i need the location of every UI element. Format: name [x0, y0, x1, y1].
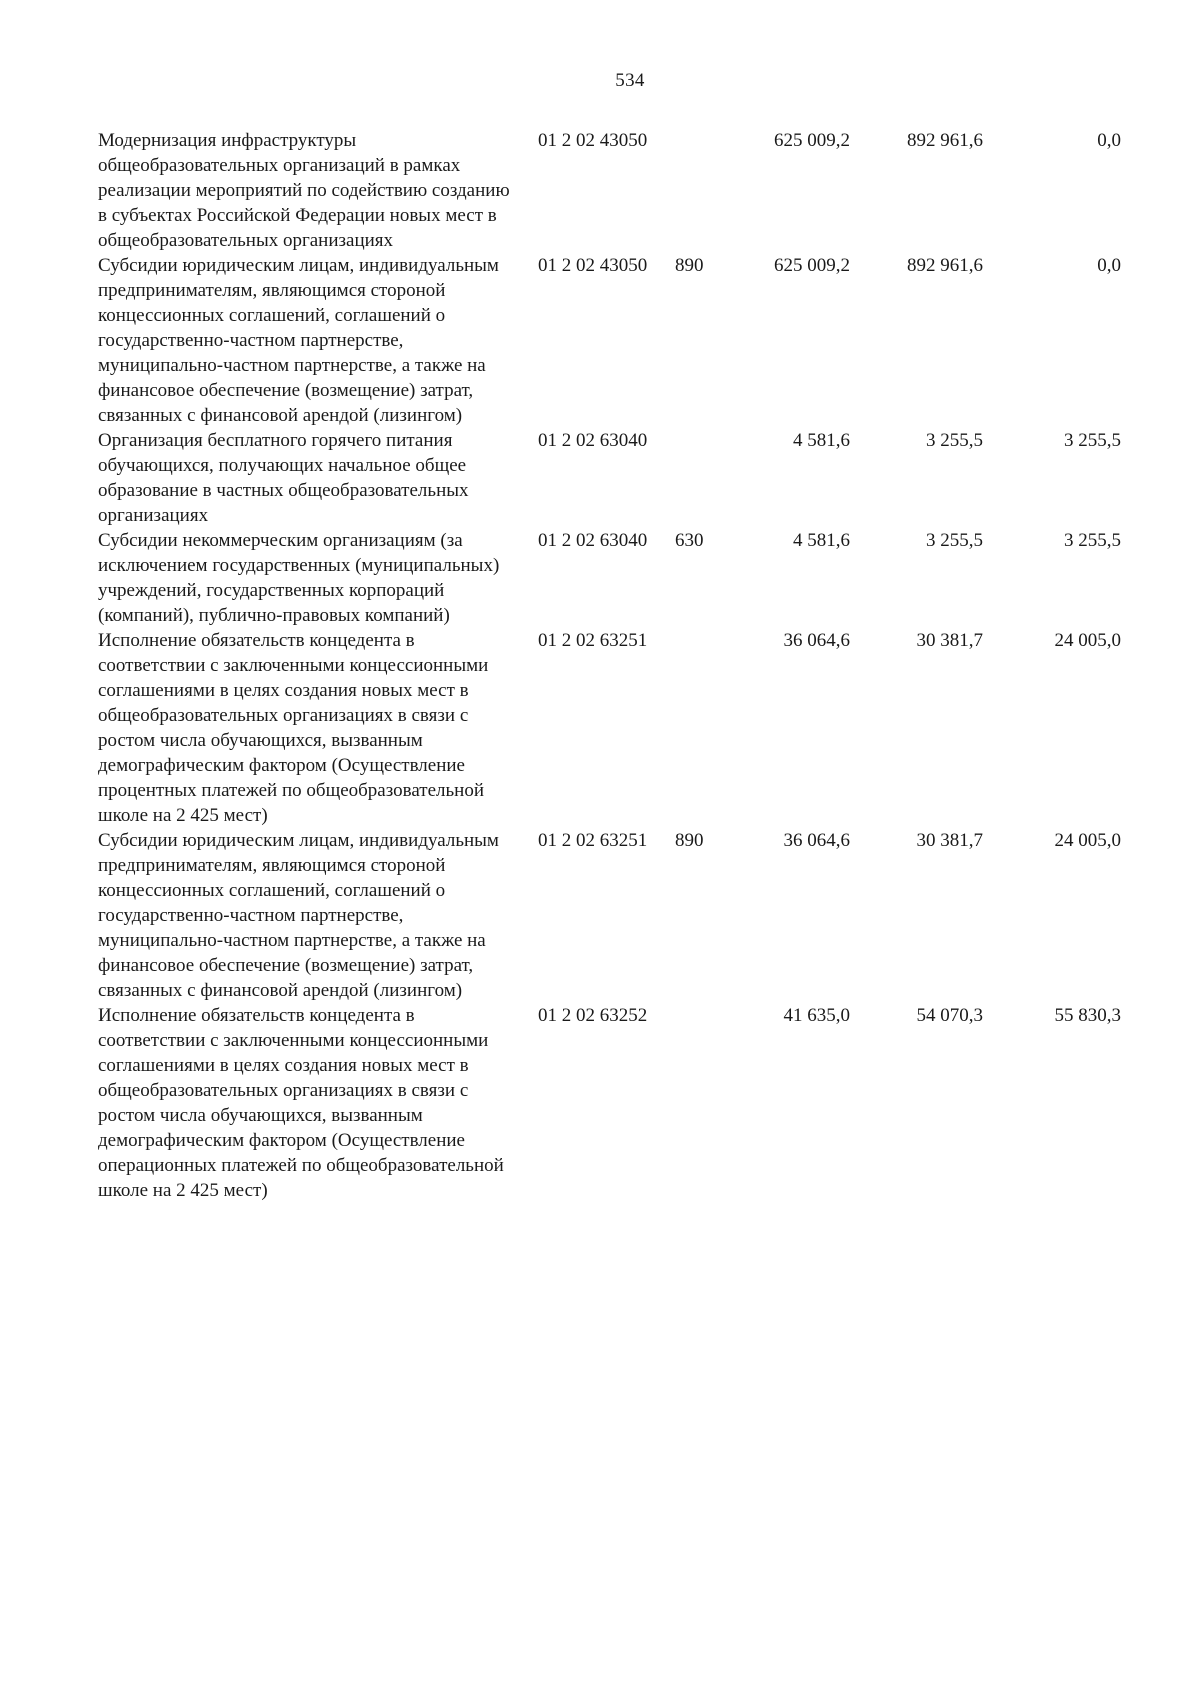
row-expense-type: 890 [675, 255, 704, 276]
row-amount-year-1: 36 064,6 [783, 630, 850, 651]
row-amount-year-2: 892 961,6 [907, 255, 983, 276]
row-target-article: 01 2 02 63251 [538, 830, 648, 851]
row-expense-type: 630 [675, 530, 704, 551]
row-target-article: 01 2 02 63040 [538, 530, 648, 551]
row-name: Субсидии юридическим лицам, индивидуальным предпринимателям, являющимся стороной концессионных соглашений, соглашений о государственно-частном партнерстве, муниципально-частном партнерстве, а также на финансовое обеспечение (возмещение) затрат, связанных с финансовой арендой (лизингом) [98, 830, 499, 1001]
row-name: Исполнение обязательств концедента в соответствии с заключенными концессионными соглашениями в целях создания новых мест в общеобразовательных организациях в связи с ростом числа обучающихся, вызванным демографическим фактором (Осуществление операционных платежей по общеобразовательной школе на 2 425 мест) [98, 1005, 504, 1201]
row-amount-year-1: 625 009,2 [774, 130, 850, 151]
row-amount-year-3: 55 830,3 [1054, 1005, 1121, 1026]
row-amount-year-3: 3 255,5 [1064, 430, 1121, 451]
row-expense-type: 890 [675, 830, 704, 851]
row-amount-year-2: 54 070,3 [916, 1005, 983, 1026]
table-row [98, 253, 1121, 428]
table-row [98, 828, 1121, 1003]
row-amount-year-3: 0,0 [1097, 255, 1121, 276]
row-expense-type [675, 128, 725, 253]
table-row [98, 428, 1121, 528]
row-amount-year-2: 30 381,7 [916, 830, 983, 851]
row-target-article: 01 2 02 43050 [538, 255, 648, 276]
row-name: Исполнение обязательств концедента в соответствии с заключенными концессионными соглашениями в целях создания новых мест в общеобразовательных организациях в связи с ростом числа обучающихся, вызванным демографическим фактором (Осуществление процентных платежей по общеобразовательной школе на 2 425 мест) [98, 630, 489, 826]
row-target-article: 01 2 02 43050 [538, 130, 648, 151]
row-amount-year-1: 41 635,0 [783, 1005, 850, 1026]
row-amount-year-3: 24 005,0 [1054, 830, 1121, 851]
row-amount-year-2: 30 381,7 [916, 630, 983, 651]
row-amount-year-1: 625 009,2 [774, 255, 850, 276]
budget-table [98, 128, 1121, 1203]
row-name: Субсидии некоммерческим организациям (за исключением государственных (муниципальных) учреждений, государственных корпораций (компаний), публично-правовых компаний) [98, 530, 500, 626]
row-name: Модернизация инфраструктуры общеобразовательных организаций в рамках реализации мероприятий по содействию созданию в субъектах Российской Федерации новых мест в общеобразовательных организациях [98, 130, 510, 251]
row-amount-year-3: 0,0 [1097, 130, 1121, 151]
row-target-article: 01 2 02 63252 [538, 1005, 648, 1026]
row-expense-type [675, 428, 725, 528]
row-amount-year-3: 3 255,5 [1064, 530, 1121, 551]
table-row [98, 528, 1121, 628]
row-expense-type [675, 628, 725, 828]
table-row [98, 1003, 1121, 1203]
row-expense-type [675, 1003, 725, 1203]
row-amount-year-1: 4 581,6 [793, 530, 850, 551]
row-amount-year-2: 3 255,5 [926, 430, 983, 451]
row-amount-year-1: 36 064,6 [783, 830, 850, 851]
row-amount-year-2: 892 961,6 [907, 130, 983, 151]
row-amount-year-1: 4 581,6 [793, 430, 850, 451]
row-target-article: 01 2 02 63251 [538, 630, 648, 651]
table-row [98, 128, 1121, 253]
row-amount-year-2: 3 255,5 [926, 530, 983, 551]
row-name: Организация бесплатного горячего питания обучающихся, получающих начальное общее образование в частных общеобразовательных организациях [98, 430, 469, 526]
page-number: 534 [615, 70, 645, 91]
table-row [98, 628, 1121, 828]
row-target-article: 01 2 02 63040 [538, 430, 648, 451]
row-name: Субсидии юридическим лицам, индивидуальным предпринимателям, являющимся стороной концессионных соглашений, соглашений о государственно-частном партнерстве, муниципально-частном партнерстве, а также на финансовое обеспечение (возмещение) затрат, связанных с финансовой арендой (лизингом) [98, 255, 499, 426]
row-amount-year-3: 24 005,0 [1054, 630, 1121, 651]
